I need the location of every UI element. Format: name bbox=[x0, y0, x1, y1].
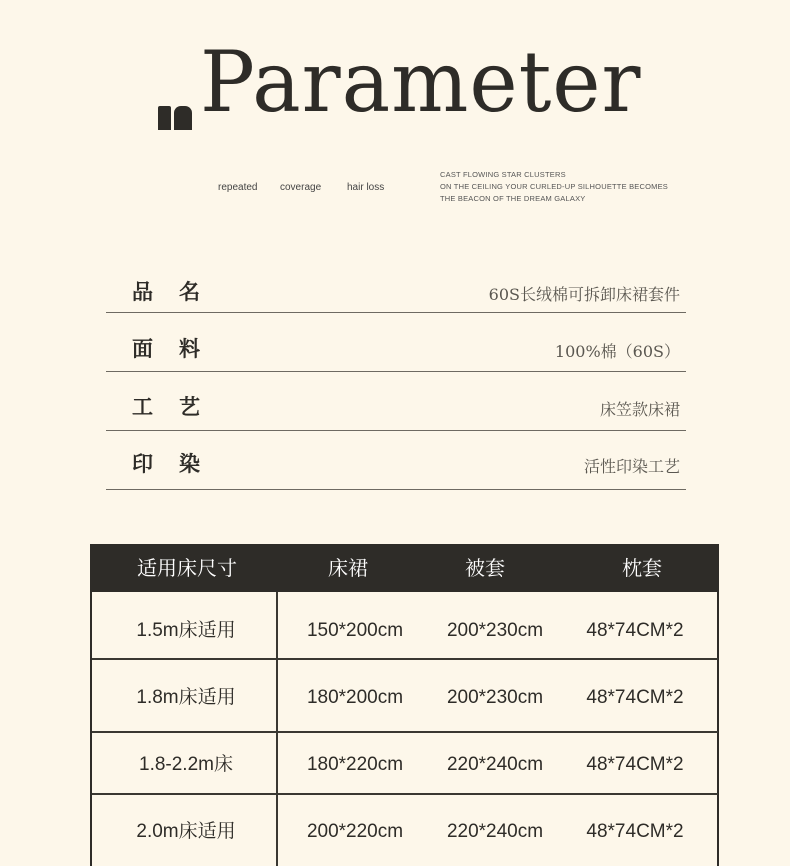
cell-bed-skirt: 150*200cm bbox=[306, 620, 404, 641]
cell-pillowcase: 48*74CM*2 bbox=[586, 754, 684, 775]
cell-bed-size: 1.8-2.2m床 bbox=[139, 754, 233, 775]
spec-row-fabric bbox=[106, 313, 686, 372]
header-bed-size: 适用床尺寸 bbox=[137, 558, 237, 580]
cell-bed-size: 1.8m床适用 bbox=[136, 687, 236, 708]
size-table bbox=[90, 544, 719, 866]
row-divider bbox=[92, 658, 718, 660]
tag-repeated: repeated bbox=[218, 182, 258, 193]
spec-row-craft bbox=[106, 372, 686, 431]
spec-value: 100%棉（60S） bbox=[554, 342, 680, 361]
spec-value: 床笠款床裙 bbox=[599, 400, 680, 419]
row-divider bbox=[92, 731, 718, 733]
brand-logo-mark bbox=[158, 106, 192, 130]
slogan-line-3: THE BEACON OF THE DREAM GALAXY bbox=[440, 194, 586, 203]
slogan bbox=[440, 169, 668, 205]
row-divider bbox=[92, 793, 718, 795]
cell-bed-skirt: 180*200cm bbox=[306, 687, 404, 708]
cell-bed-size: 2.0m床适用 bbox=[136, 821, 236, 842]
cell-bed-skirt: 180*220cm bbox=[306, 754, 404, 775]
spec-row-dyeing bbox=[106, 431, 686, 490]
tag-hair-loss: hair loss bbox=[347, 182, 385, 193]
cell-bed-skirt: 200*220cm bbox=[306, 821, 404, 842]
logo-bar-left bbox=[158, 106, 171, 130]
cell-pillowcase: 48*74CM*2 bbox=[586, 687, 684, 708]
cell-bed-size: 1.5m床适用 bbox=[136, 620, 236, 641]
spec-row-product-name bbox=[106, 254, 686, 313]
cell-duvet-cover: 200*230cm bbox=[446, 620, 544, 641]
spec-label: 印染 bbox=[132, 451, 226, 476]
spec-label: 面料 bbox=[132, 336, 226, 361]
logo-bar-right bbox=[174, 106, 192, 130]
cell-pillowcase: 48*74CM*2 bbox=[586, 821, 684, 842]
cell-pillowcase: 48*74CM*2 bbox=[586, 620, 684, 641]
cell-duvet-cover: 200*230cm bbox=[446, 687, 544, 708]
header-duvet-cover: 被套 bbox=[465, 558, 505, 580]
cell-duvet-cover: 220*240cm bbox=[446, 821, 544, 842]
header-pillowcase: 枕套 bbox=[622, 558, 662, 580]
cell-duvet-cover: 220*240cm bbox=[446, 754, 544, 775]
header-bed-skirt: 床裙 bbox=[328, 558, 368, 580]
spec-value: 活性印染工艺 bbox=[583, 457, 680, 476]
spec-label: 品名 bbox=[132, 279, 226, 304]
spec-value: 60S长绒棉可拆卸床裙套件 bbox=[488, 285, 680, 304]
size-table-header bbox=[92, 546, 717, 592]
page-title: Parameter bbox=[200, 33, 642, 131]
slogan-line-2: ON THE CEILING YOUR CURLED-UP SILHOUETTE BECOMES bbox=[440, 182, 668, 191]
spec-label: 工艺 bbox=[132, 394, 226, 419]
slogan-line-1: CAST FLOWING STAR CLUSTERS bbox=[440, 170, 566, 179]
tag-coverage: coverage bbox=[280, 182, 322, 193]
